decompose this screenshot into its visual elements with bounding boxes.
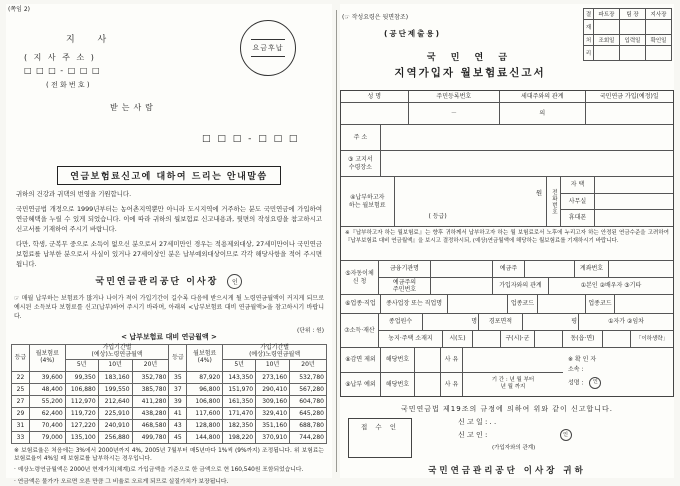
subscriber-relation-options: ①본인 ②배우자 ③기타 [580,282,642,290]
approval-role: 조회일 [594,35,620,46]
table-title: < 납부보험료 대비 연금월액 > [121,333,217,342]
report-signature-block [458,416,572,453]
name-label: 성 명 [341,91,409,102]
approval-stamp-box [583,8,672,61]
stamp-text: 요금후납 [252,44,284,52]
table-cell: 256,880 [98,431,132,443]
subscriber-relation-label: 가입자와의 관계 [493,278,549,294]
table-cell: 351,160 [256,419,290,431]
signature-line [6,274,332,289]
table-cell: 119,720 [65,407,98,419]
header-5y: 5년 [223,359,256,371]
office-phone-label: 사무실 [561,194,595,210]
form-title-org: 국 민 연 금 [426,53,514,63]
table-cell: 385,780 [132,383,169,395]
approval-role: 확인일 [646,35,672,46]
exemption-number-label: 해당번호 [381,348,415,372]
table-cell: 499,780 [132,431,169,443]
notice-paragraph: 귀하의 건강과 귀댁의 번영을 기원합니다. [16,190,132,198]
declaration-form-table [340,90,674,397]
householder-relation-label: 세대주와의 관계 [500,91,585,102]
table-row [12,395,327,407]
branch-name-line: 지 사 [66,35,117,45]
mailing-address-block [6,4,332,156]
confirmer-box [563,348,673,396]
account-holder-label: 예금주 [493,261,525,277]
home-phone-value [595,177,673,193]
table-cell: 106,800 [187,395,223,407]
receipt-stamp-box [348,418,412,458]
bank-name-value [431,261,493,277]
receipt-label: 접 수 인 [361,423,399,431]
recipient-postal-code: □ □ □ - □ □ □ [202,134,300,144]
approval-char: 리 [584,46,594,61]
table-row [584,20,672,35]
branch-address-line: ( 지 사 주 소 ) [24,53,96,62]
exemption-number-value [415,348,441,372]
housing-type-options: ①자가 ②임차 [608,318,644,326]
header-premium: 월보험료 (4%) [29,345,65,371]
premium-note: ☞ 매월 납부하는 보험료가 많거나 나이가 적어 가입기간이 길수록 다음에 받으시게 될 노령연금월액이 커지게 되므로 예시된 소득보다 보험료를 신고(납부)하여 주시기 바라며, 아래의 <납부보험료 대비 연금월액>을 참고하시기 바랍니다. [14,295,324,321]
table-cell: 96,800 [187,383,223,395]
table-cell: 171,470 [223,407,256,419]
table-cell: 225,910 [98,407,132,419]
table-row [12,431,327,443]
approval-role: 파트장 [594,9,620,20]
header-period: 가입기간별 (예상)노령연금월액 [65,345,169,359]
table-cell: 37 [169,383,187,395]
table-row [12,419,327,431]
table-cell: 99,350 [65,371,98,383]
table-cell: 151,970 [223,383,256,395]
industry-code-label: 업종코드 [508,295,538,313]
confirmer-title: ※ 확 인 자 [568,355,597,363]
stamp-line-icon [251,39,285,40]
table-cell: 27 [12,395,30,407]
sender-postal-code: □ □ □ - □ □ □ [24,66,101,75]
table-cell: 112,970 [65,395,98,407]
table-cell: 43 [169,419,187,431]
name-value [341,103,409,124]
table-header-row [12,345,327,359]
premium-label: ④납부하고자 하는 월보험료 [341,177,395,226]
recipient-label: 받는사람 [110,103,157,112]
approval-sign-space [646,20,672,35]
householder-relation-value: 의 [500,103,585,124]
sido-label: 시(도) [443,331,473,347]
header-grade: 등급 [169,345,187,371]
dong-label: 동(읍·면) [563,331,603,347]
table-cell: 183,160 [98,371,132,383]
table-footnote: · 연금액은 물가가 오르면 오른 만큼 그 비율로 오르게 되므로 실질가치가 보장됩니다. [14,478,229,485]
table-cell: 352,780 [132,371,169,383]
table-cell: 290,410 [256,383,290,395]
table-cell: 161,350 [223,395,256,407]
gusi-label: 구(시)·군 [501,331,535,347]
declaration-sentence: 국민연금법 제19조의 규정에 의하여 위와 같이 신고합니다. [400,405,613,413]
join-date-label: 국민연금 가입(예정)일 [599,92,659,100]
table-cell: 70,400 [29,419,65,431]
premium-value [395,177,548,226]
approval-char: 결 [584,9,594,20]
report-date-line: 신 고 일 : . . [458,418,497,426]
table-cell: 199,550 [98,383,132,395]
table-cell: 532,780 [290,371,327,383]
job-label: ⑥업종·직업 [341,295,381,313]
header-premium: 월보험료 (4%) [187,345,223,371]
table-cell: 370,910 [256,431,290,443]
table-cell: 33 [12,431,30,443]
table-cell: 31 [12,419,30,431]
notice-page [6,4,332,485]
approval-sign-space [620,20,646,35]
header-period: 가입기간별 (예상)노령연금월액 [223,345,327,359]
declaration-form-page [340,4,674,478]
table-cell: 41 [169,407,187,419]
notice-paragraph: 국민연금법 개정으로 1999년부터는 농어촌지역뿐만 아니라 도시지역에 거주하는 분도 국민연금에 가입하여 연금혜택을 누릴 수 있게 되었습니다. 이에 따라 귀하의 월보험료 신고내용과, 뒷면의 작성요령을 참고하시고 신고서를 기재하여 주시기 바랍니다. [16,204,322,233]
confirmer-dept: 소속 : [568,366,584,373]
table-cell: 62,400 [29,407,65,419]
account-number-value [609,261,673,277]
holder-rrn-value [431,278,493,294]
table-cell: 438,280 [132,407,169,419]
table-cell: 39 [169,395,187,407]
table-row [584,9,672,20]
reporter-seal-icon: 인 [560,429,572,441]
won-unit: 원 [535,189,543,197]
mobile-phone-label: 휴대폰 [561,210,595,226]
address-label: 주 소 [341,125,381,150]
table-footnote: · 예상노령연금월액은 2000년 현재가치(체계)로 가입금액을 기준으로 한 금액으로 현 160,540원 포함되었습니다. [14,467,304,474]
stamp-line-icon [251,56,285,57]
table-cell: 143,350 [223,371,256,383]
approval-char: 재 [584,20,594,35]
workplace-value [448,295,508,313]
table-cell: 135,100 [65,431,98,443]
deferment-number-label: 해당번호 [381,373,415,397]
employees-label: 종업원수 [379,314,423,330]
table-row [12,407,327,419]
reporter-relation-note: (가입자와의 관계) [492,444,536,451]
table-cell: 55,200 [29,395,65,407]
instruction-note: (☞ 작성요령은 뒷면참조) [342,14,409,21]
header-20y: 20년 [132,359,169,371]
approval-role: 지사장 [646,9,672,20]
table-cell: 182,350 [223,419,256,431]
workplace-label: 종사업장 또는 직업명 [381,295,449,313]
copy-type-label: (공단제출용) [384,29,442,38]
header-10y: 10년 [98,359,132,371]
table-cell: 87,920 [187,371,223,383]
dong-value [603,331,631,347]
table-cell: 45 [169,431,187,443]
bill-delivery-label: ③ 고지서 수령장소 [341,151,381,176]
table-row [12,371,327,383]
table-cell: 212,640 [98,395,132,407]
table-cell: 39,600 [29,371,65,383]
approval-sign-space [594,46,620,61]
header-20y: 20년 [290,359,327,371]
table-cell: 106,880 [65,383,98,395]
table-cell: 411,280 [132,395,169,407]
autopay-label: ⑤자동이체 신 청 [341,261,379,294]
premium-guidance-note: ※『납부하고자 하는 월보험료』는 향후 귀하께서 납부하고자 하는 월 보험료로서 노후에 누리고자 하는 안정된 연금수준을 고려하여 『납부보험료 대비 연금월액』을 보시고 결정하시되, (예상)연금월액에 해당하는 월보험료를 기재하시기 바랍니다. [345,230,669,245]
deferment-label: ⑨납부 예외 [341,373,381,397]
page-fold-divider [336,10,337,472]
income-property-label: ⑦소득·재산 [341,314,379,347]
office-phone-value [595,194,673,210]
table-cell: 117,600 [187,407,223,419]
table-cell: 309,160 [256,395,290,407]
exemption-label: ⑧감면 제외 [341,348,381,372]
fold-label: (쪽임 2) [8,6,30,13]
confirmer-name: 성명 : 인 [568,377,601,389]
table-cell: 240,910 [98,419,132,431]
rrn-label: 주민등록번호 [409,91,500,102]
property-location-label: 농지·주택 소재지 [379,331,443,347]
sido-value [473,331,501,347]
rest-omitted-label: 「이하생략」 [635,335,669,342]
approval-char: 처 [584,35,594,46]
table-cell: 645,280 [290,407,327,419]
table-cell: 567,280 [290,383,327,395]
table-cell: 329,410 [256,407,290,419]
phone-rows [561,177,673,226]
approval-sign-space [646,46,672,61]
approval-role: 입력일 [620,35,646,46]
phone-section-label: 전화번호 [547,177,561,226]
rrn-value: － [409,103,500,124]
table-cell: 144,800 [187,431,223,443]
table-footnote: ※ 보험료율은 처음에는 3%에서 2000년까지 4%, 2005년 7월부터 매5년마다 1%씩 (9%까지) 조정됩니다. 위 보험료는 보험료율이 4%일 때 보험료를 납부하시는 경우입니다. [14,447,324,463]
table-row [584,35,672,46]
bill-delivery-value [381,151,673,176]
table-cell: 273,160 [256,371,290,383]
exemption-reason-label: 사 유 [441,348,463,372]
phone-label: ( 전 화 번 호 ) [46,81,90,89]
deferment-reason-label: 사 유 [441,373,463,397]
header-10y: 10년 [256,359,290,371]
farm-area-label: 경포면적 [479,314,523,330]
premium-pension-table [11,344,327,443]
notice-title: 연금보험료신고에 대하여 드리는 안내말씀 [57,166,280,185]
table-cell: 604,780 [290,395,327,407]
address-value [381,125,673,150]
table-cell: 688,780 [290,419,327,431]
notice-paragraph: 다만, 학생, 군복무 중으로 소득이 없으신 분으로서 27세미만인 경우는 적용제외대상, 27세미만이나 국민연금보험료를 납부한 분으로서 사실이 있거나 27세이상인 분은 납부예외대상이므로 각각 해당사항을 적어 주시면 됩니다. [16,239,322,268]
join-date-value [586,103,673,124]
account-number-label: 계좌번호 [575,261,609,277]
table-cell: 25 [12,383,30,395]
account-holder-value [525,261,575,277]
table-cell: 35 [169,371,187,383]
table-cell: 128,800 [187,419,223,431]
official-seal-icon: 인 [227,274,242,289]
table-cell: 22 [12,371,30,383]
table-cell: 79,000 [29,431,65,443]
header-grade: 등급 [12,345,30,371]
table-unit: (단위 : 원) [297,328,324,335]
employees-value: 명 [423,314,479,330]
postage-paid-stamp [240,20,296,76]
industry-code-label: 업종코드 [586,295,616,313]
table-cell: 744,280 [290,431,327,443]
home-phone-label: 자 택 [561,177,595,193]
deferment-number-value [415,373,441,397]
table-row [12,383,327,395]
confirmer-seal-icon: 인 [589,377,601,389]
table-cell: 468,580 [132,419,169,431]
table-cell: 127,220 [65,419,98,431]
table-row [584,46,672,61]
holder-rrn-label: 예금주의 주민번호 [379,278,431,294]
approval-sign-space [594,20,620,35]
signature-text: 국민연금관리공단 이사장 [95,277,219,288]
industry-code-value [538,295,586,313]
premium-grade: ( 등급) [428,212,447,220]
approval-role: 팀 장 [620,9,646,20]
reporter-line: 신 고 인 : 인 [458,429,572,442]
table-cell: 48,400 [29,383,65,395]
deferment-period: 기 간 : 년 월 부터 년 월 까지 [491,377,535,391]
approval-sign-space [620,46,646,61]
exemption-reason-value [463,348,563,372]
table-cell: 29 [12,407,30,419]
industry-code-value [615,295,673,313]
gusi-value [535,331,563,347]
addressee-line: 국민연금관리공단 이사장 귀하 [428,466,586,476]
header-5y: 5년 [65,359,98,371]
bank-name-label: 금융기관명 [379,261,431,277]
mobile-phone-value [595,210,673,226]
form-title-main: 지역가입자 월보험료신고서 [394,67,546,79]
table-cell: 198,220 [223,431,256,443]
farm-area-value: 평 [523,314,579,330]
